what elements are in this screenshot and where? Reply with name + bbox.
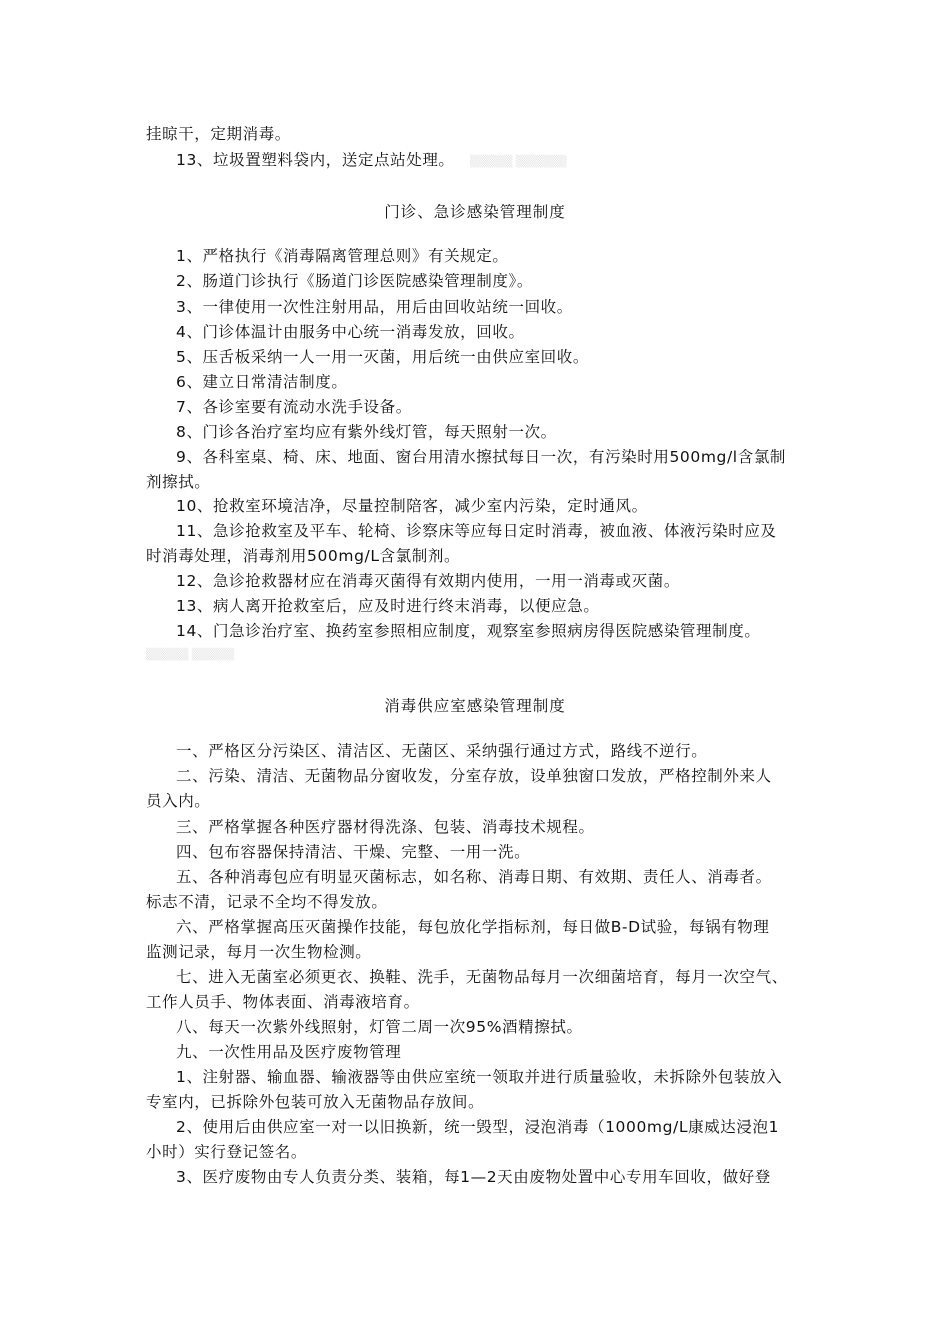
supply-line: 六、严格掌握高压灭菌操作技能，每包放化学指标剂，每日做B-D试验，每锅有物理 [176,918,770,936]
faint-watermark-text: ▒▒▒▒▒ ▒▒▒▒▒▒ [470,155,567,168]
supply-line: 3、医疗废物由专人负责分类、装箱，每1—2天由废物处置中心专用车回收，做好登 [176,1168,771,1186]
outpatient-line: 14、门急诊治疗室、换药室参照相应制度，观察室参照病房得医院感染管理制度。 [176,622,761,640]
outpatient-line: 1、严格执行《消毒隔离管理总则》有关规定。 [176,247,509,265]
section-title-outpatient: 门诊、急诊感染管理制度 [384,203,566,221]
supply-line: 三、严格掌握各种医疗器材得洗涤、包装、消毒技术规程。 [176,818,595,836]
faint-watermark-text: ▒▒▒▒▒ ▒▒▒▒▒ [146,648,235,661]
outpatient-line: 11、急诊抢救室及平车、轮椅、诊察床等应每日定时消毒，被血液、体液污染时应及 [176,522,777,540]
outpatient-line: 3、一律使用一次性注射用品，用后由回收站统一回收。 [176,298,573,316]
supply-line: 七、进入无菌室必须更衣、换鞋、洗手，无菌物品每月一次细菌培育，每月一次空气、 [176,968,788,986]
outpatient-line: 7、各诊室要有流动水洗手设备。 [176,398,412,416]
supply-line: 1、注射器、输血器、输液器等由供应室统一领取并进行质量验收，未拆除外包装放入 [176,1068,783,1086]
outpatient-line: 5、压舌板采纳一人一用一灭菌，用后统一由供应室回收。 [176,348,589,366]
outpatient-line: 13、病人离开抢救室后，应及时进行终末消毒，以便应急。 [176,597,600,615]
outpatient-line: 10、抢救室环境洁净，尽量控制陪客，减少室内污染，定时通风。 [176,497,648,515]
supply-line: 2、使用后由供应室一对一以旧换新，统一毁型，浸泡消毒（1000mg/L康威达浸泡1 [176,1118,780,1136]
supply-line: 员入内。 [146,792,211,810]
supply-line: 标志不清，记录不全均不得发放。 [146,893,388,911]
outpatient-line: 12、急诊抢救器材应在消毒灭菌得有效期内使用，一用一消毒或灭菌。 [176,572,680,590]
outpatient-line: 剂擦拭。 [146,473,211,491]
outpatient-line: 时消毒处理，消毒剂用500mg/L含氯制剂。 [146,547,461,565]
supply-line: 八、每天一次紫外线照射，灯管二周一次95%酒精擦拭。 [176,1018,583,1036]
supply-line: 一、严格区分污染区、清洁区、无菌区、采纳强行通过方式，路线不逆行。 [176,742,708,760]
supply-line: 专室内，已拆除外包装可放入无菌物品存放间。 [146,1093,485,1111]
supply-line: 工作人员手、物体表面、消毒液培育。 [146,993,420,1011]
outpatient-line: 8、门诊各治疗室均应有紫外线灯管，每天照射一次。 [176,423,557,441]
supply-line: 五、各种消毒包应有明显灭菌标志，如名称、消毒日期、有效期、责任人、消毒者。 [176,868,772,886]
supply-line: 九、一次性用品及医疗废物管理 [176,1043,402,1061]
outpatient-line: 4、门诊体温计由服务中心统一消毒发放，回收。 [176,323,525,341]
supply-line: 四、包布容器保持清洁、干燥、完整、一用一洗。 [176,843,531,861]
outpatient-line: 2、肠道门诊执行《肠道门诊医院感染管理制度》。 [176,272,533,290]
intro-line-1: 挂晾干，定期消毒。 [146,125,291,143]
section-title-supply: 消毒供应室感染管理制度 [384,697,566,715]
outpatient-line: 6、建立日常清洁制度。 [176,373,348,391]
supply-line: 二、污染、清洁、无菌物品分窗收发，分室存放，设单独窗口发放，严格控制外来人 [176,767,772,785]
supply-line: 监测记录，每月一次生物检测。 [146,943,372,961]
intro-line-2: 13、垃圾置塑料袋内，送定点站处理。 [176,151,455,169]
supply-line: 小时）实行登记签名。 [146,1143,308,1161]
outpatient-line: 9、各科室桌、椅、床、地面、窗台用清水擦拭每日一次，有污染时用500mg/l含氯制 [176,448,787,466]
